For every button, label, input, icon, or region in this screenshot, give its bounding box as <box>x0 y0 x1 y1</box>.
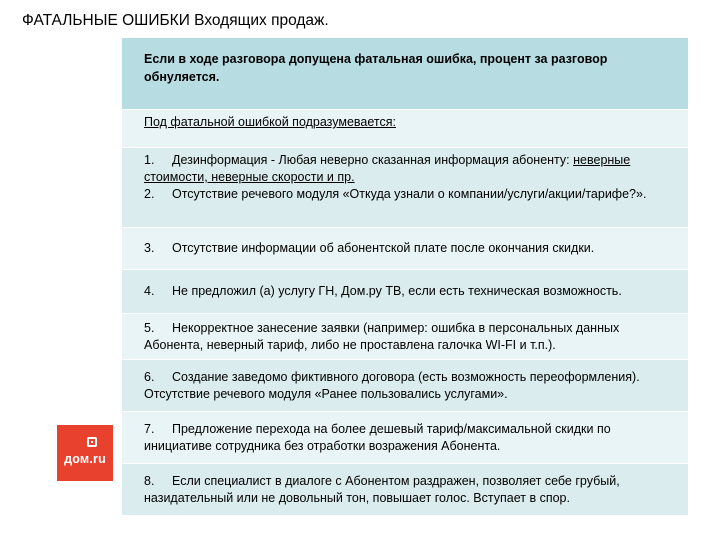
item-number: 8. <box>144 473 155 488</box>
item-text: Предложение перехода на более дешевый тариф/максимальной скидки по инициативе сотрудника без отработки возражения Абонента. <box>144 421 611 453</box>
list-item-6 <box>122 360 688 412</box>
item-text: Дезинформация - Любая неверно сказанная информация абоненту: <box>172 153 570 167</box>
list-item-5 <box>122 314 688 360</box>
item-number: 2. <box>144 187 155 201</box>
item-text: Если специалист в диалоге с Абонентом раздражен, позволяет себе грубый, назидательный или не довольный тон, повышает голос. Вступает в спор. <box>144 473 620 505</box>
table-header <box>122 38 688 110</box>
item-number: 6. <box>144 369 155 384</box>
header-text: Если в ходе разговора допущена фатальная ошибка, процент за разговор обнуляется. <box>144 52 608 84</box>
errors-table <box>122 38 688 516</box>
item-text: Создание заведомо фиктивного договора (есть возможность переоформления). Отсутствие речевого модуля «Ранее пользовались услугами». <box>144 369 640 401</box>
item-text: Отсутствие речевого модуля «Откуда узнали о компании/услуги/акции/тарифе?». <box>172 187 647 201</box>
logo-text: дом.ru <box>64 452 106 466</box>
item-number: 7. <box>144 421 155 436</box>
list-item-7 <box>122 412 688 464</box>
item-number: 3. <box>144 241 155 255</box>
logo <box>57 425 113 481</box>
list-item-2 <box>144 186 674 203</box>
item-number: 4. <box>144 284 155 298</box>
item-number: 1. <box>144 153 155 167</box>
slide-title: ФАТАЛЬНЫЕ ОШИБКИ Входящих продаж. <box>22 12 329 29</box>
item-text: Не предложил (а) услугу ГН, Дом.ру ТВ, если есть техническая возможность. <box>172 284 622 298</box>
list-item-4 <box>122 270 688 314</box>
list-item-1 <box>144 152 674 186</box>
item-number: 5. <box>144 320 155 335</box>
item-underlined-text: неверные стоимости, неверные скорости и пр. <box>144 153 631 184</box>
intro-row <box>122 110 688 148</box>
item-text: Отсутствие информации об абонентской плате после окончания скидки. <box>172 241 595 255</box>
list-item-8 <box>122 464 688 516</box>
logo-icon <box>87 437 97 447</box>
list-item-1-2 <box>122 148 688 228</box>
intro-text: Под фатальной ошибкой подразумевается: <box>144 115 396 129</box>
item-text: Некорректное занесение заявки (например: ошибка в персональных данных Абонента, неверный тариф, либо не проставлена галочка WI-FI и т.п.). <box>144 320 620 352</box>
list-item-3 <box>122 228 688 270</box>
